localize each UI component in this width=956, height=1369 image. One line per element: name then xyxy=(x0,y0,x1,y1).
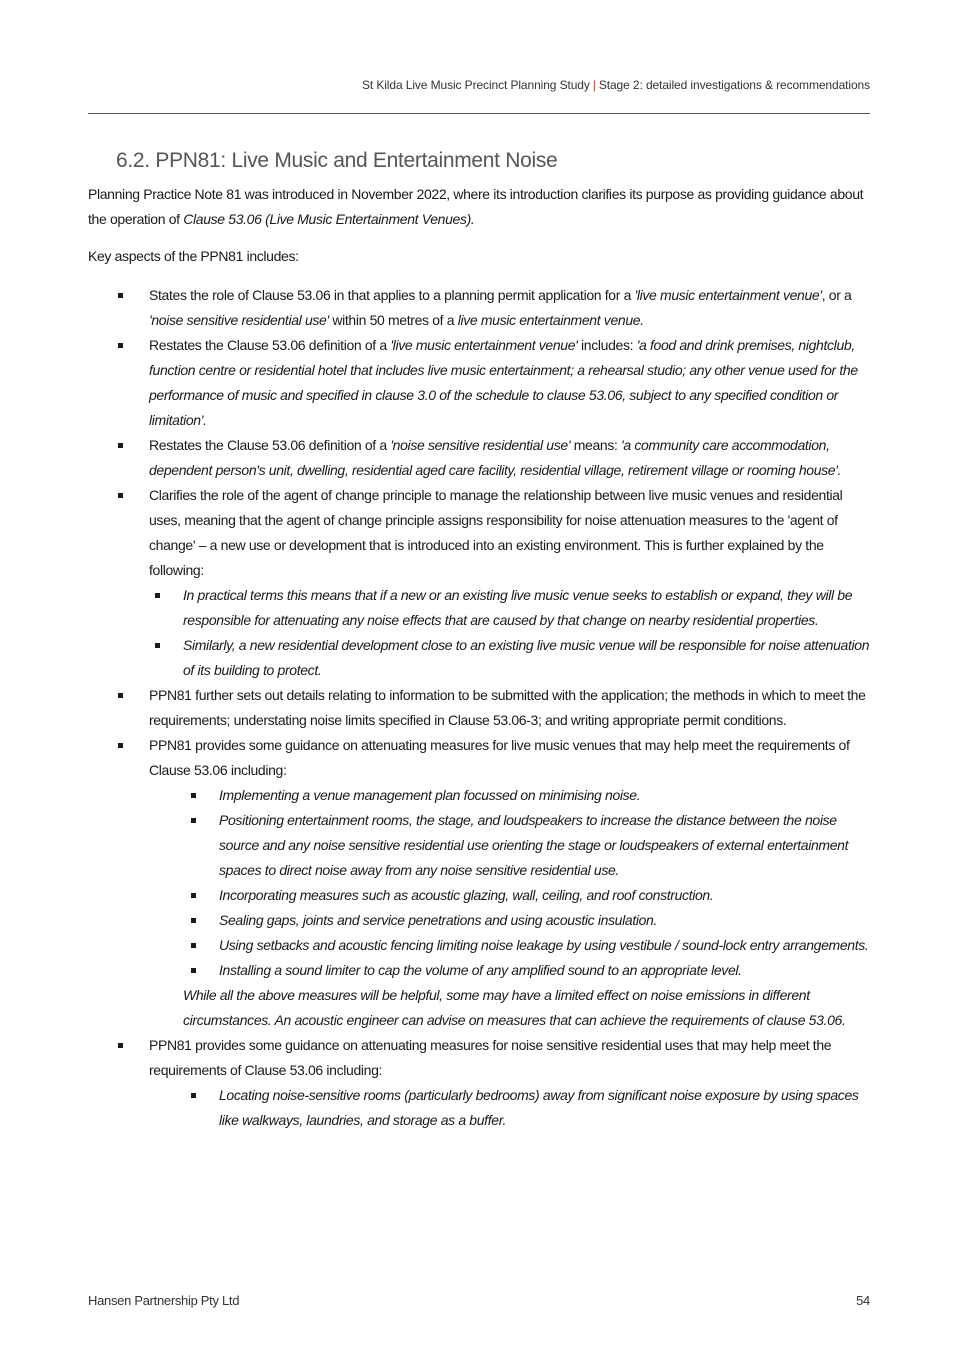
bullet-icon xyxy=(191,818,196,823)
text-run: live music entertainment venue. xyxy=(457,312,644,328)
sub-list xyxy=(185,1083,873,1133)
section-heading: 6.2. PPN81: Live Music and Entertainment Noise xyxy=(116,149,558,172)
bullet-icon xyxy=(118,1043,123,1048)
list-item xyxy=(88,433,873,483)
text-run: Installing a sound limiter to cap the volume of any amplified sound to an appropriate level. xyxy=(219,962,742,978)
text-run: 'a food and drink premises, nightclub, function centre or residential hotel that includes live music entertainment; a rehearsal studio; any other venue used for the performance of music and specified in clause 3.0 of the schedule to clause 53.06, subject to any specified condition or limitation'. xyxy=(149,337,858,428)
main-content xyxy=(88,146,873,1133)
text-run: 'noise sensitive residential use' xyxy=(390,437,571,453)
bullet-icon xyxy=(118,343,123,348)
header-title: St Kilda Live Music Precinct Planning Study xyxy=(361,78,590,92)
key-aspects-label: Key aspects of the PPN81 includes: xyxy=(88,248,299,264)
text-run: PPN81 provides some guidance on attenuating measures for live music venues that may help meet the requirements of Clause 53.06 including: xyxy=(149,737,850,778)
list-item xyxy=(88,283,873,333)
text-run: Using setbacks and acoustic fencing limiting noise leakage by using vestibule / sound-lock entry arrangements. xyxy=(219,937,869,953)
sub-list xyxy=(149,583,873,683)
sub-list-item xyxy=(185,783,873,808)
sub-list-item xyxy=(185,958,873,983)
intro-text: Planning Practice Note 81 was introduced in November 2022, where its introduction clarifies its purpose as providing guidance about the operation of xyxy=(88,186,864,227)
text-run: PPN81 provides some guidance on attenuating measures for noise sensitive residential uses that may help meet the requirements of Clause 53.06 including: xyxy=(149,1037,832,1078)
sub-list xyxy=(185,783,873,983)
list-item xyxy=(88,683,873,733)
text-run: 'noise sensitive residential use' xyxy=(149,312,329,328)
bullet-icon xyxy=(191,968,196,973)
header-separator: | xyxy=(592,78,596,92)
text-run: 'a community care accommodation, dependent person's unit, dwelling, residential aged care facility, residential village, retirement village or rooming house'. xyxy=(149,437,842,478)
list-item xyxy=(88,1033,873,1133)
bullet-icon xyxy=(191,793,196,798)
header-rule xyxy=(88,113,870,114)
bullet-icon xyxy=(191,943,196,948)
bullet-icon xyxy=(118,293,123,298)
text-run: Restates the Clause 53.06 definition of a xyxy=(149,337,391,353)
page-footer xyxy=(88,1293,870,1308)
page-header xyxy=(88,78,870,102)
text-run: includes: xyxy=(577,337,637,353)
bullet-icon xyxy=(191,1093,196,1098)
bullet-icon xyxy=(155,593,160,598)
sub-list-item xyxy=(185,933,873,958)
sub-list-item xyxy=(149,633,873,683)
sub-list-item xyxy=(185,808,873,883)
text-run: Locating noise-sensitive rooms (particularly bedrooms) away from significant noise exposure by using spaces like walkways, laundries, and storage as a buffer. xyxy=(219,1087,859,1128)
text-run: means: xyxy=(570,437,622,453)
text-run: Implementing a venue management plan focussed on minimising noise. xyxy=(219,787,641,803)
text-run: Clarifies the role of the agent of change principle to manage the relationship between live music venues and residential uses, meaning that the agent of change principle assigns responsibility for noise attenuation measures to the 'agent of change' – a new use or development that is introduced into an existing environment. This is further explained by the following: xyxy=(149,487,843,578)
list-item xyxy=(88,483,873,683)
acoustic-note: While all the above measures will be helpful, some may have a limited effect on noise emissions in different circumstances. An acoustic engineer can advise on measures that can achieve the requirements of clause 53.06. xyxy=(183,987,846,1028)
sub-list-item xyxy=(185,883,873,908)
intro-paragraph xyxy=(88,182,873,232)
text-run: within 50 metres of a xyxy=(328,312,458,328)
text-run: PPN81 further sets out details relating to information to be submitted with the application; the methods in which to meet the requirements; understating noise limits specified in Clause 53.06-3; and writing appropriate permit conditions. xyxy=(149,687,866,728)
sub-list-item xyxy=(185,1083,873,1133)
text-run: States the role of Clause 53.06 in that applies to a planning permit application for a xyxy=(149,287,635,303)
text-run: , or a xyxy=(821,287,852,303)
sub-list-item xyxy=(185,908,873,933)
bullet-icon xyxy=(155,643,160,648)
page-number: 54 xyxy=(856,1293,870,1308)
header-subtitle: Stage 2: detailed investigations & recommendations xyxy=(598,78,870,92)
text-run: Restates the Clause 53.06 definition of a xyxy=(149,437,391,453)
bullet-icon xyxy=(191,918,196,923)
key-aspects-list xyxy=(88,283,873,1133)
bullet-icon xyxy=(118,693,123,698)
text-run: Incorporating measures such as acoustic glazing, wall, ceiling, and roof construction. xyxy=(219,887,714,903)
bullet-icon xyxy=(118,443,123,448)
list-item xyxy=(88,733,873,1033)
text-run: Positioning entertainment rooms, the stage, and loudspeakers to increase the distance between the noise source and any noise sensitive residential use orienting the stage or loudspeakers of external entertainment spaces to direct noise away from any noise sensitive residential use. xyxy=(219,812,849,878)
sub-list-item xyxy=(149,583,873,633)
bullet-icon xyxy=(118,743,123,748)
text-run: 'live music entertainment venue' xyxy=(390,337,578,353)
text-run: Similarly, a new residential development close to an existing live music venue will be responsible for noise attenuation of its building to protect. xyxy=(183,637,870,678)
text-run: In practical terms this means that if a new or an existing live music venue seeks to establish or expand, they will be responsible for attenuating any noise effects that are caused by that change on nearby residential properties. xyxy=(183,587,853,628)
text-run: Sealing gaps, joints and service penetrations and using acoustic insulation. xyxy=(219,912,658,928)
bullet-icon xyxy=(118,493,123,498)
bullet-icon xyxy=(191,893,196,898)
intro-clause: Clause 53.06 (Live Music Entertainment Venues). xyxy=(183,211,475,227)
list-item xyxy=(88,333,873,433)
footer-company: Hansen Partnership Pty Ltd xyxy=(88,1293,240,1308)
text-run: 'live music entertainment venue' xyxy=(634,287,822,303)
